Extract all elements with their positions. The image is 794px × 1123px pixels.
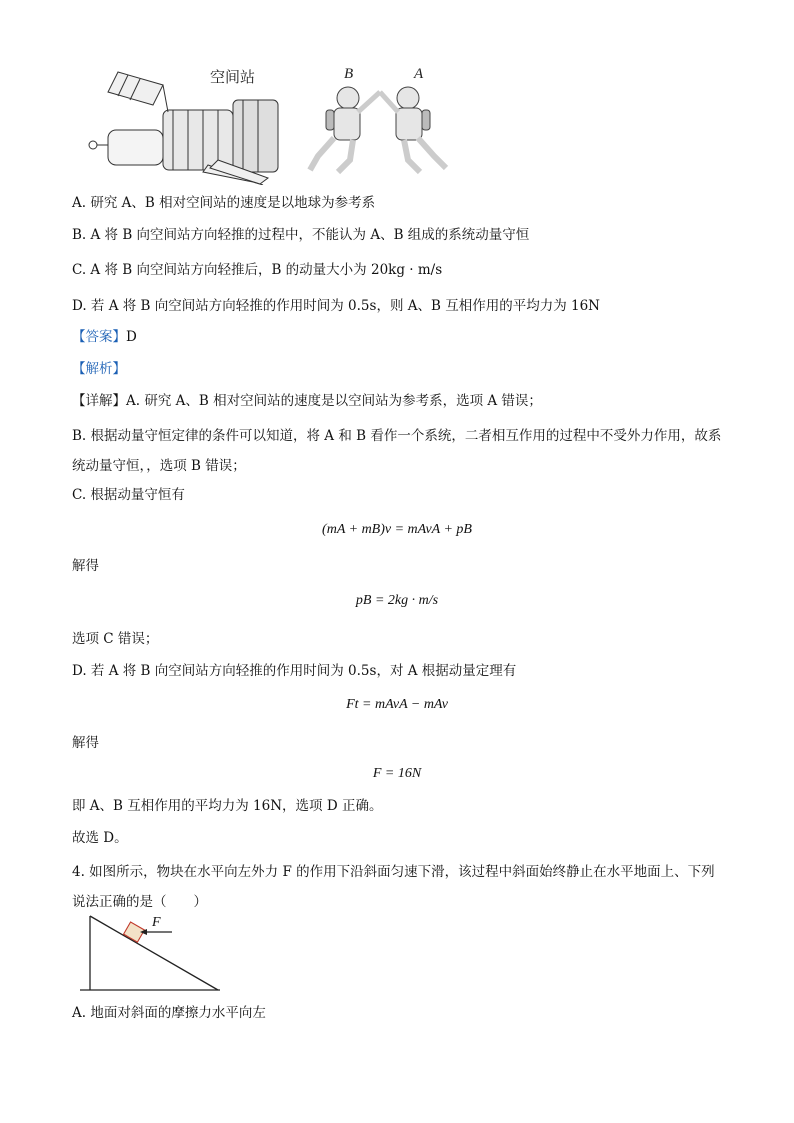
answer-value: D <box>126 329 137 345</box>
option-c: C. A 将 B 向空间站方向轻推后，B 的动量大小为 20kg · m/s <box>72 262 443 278</box>
option-b: B. A 将 B 向空间站方向轻推的过程中，不能认为 A、B 组成的系统动量守恒 <box>72 227 530 243</box>
equation-pb: pB = 2kg · m/s <box>355 593 439 608</box>
detail-c: C. 根据动量守恒有 <box>72 487 185 503</box>
option-d: D. 若 A 将 B 向空间站方向轻推的作用时间为 0.5s，则 A、B 互相作用的平均力为 16N <box>72 298 600 314</box>
force-label: F <box>152 915 161 930</box>
astronaut-a-drawing <box>380 87 446 172</box>
answer-line <box>72 327 137 347</box>
answer-tag: 【答案】 <box>72 329 126 345</box>
question-4-stem: 4. 如图所示，物块在水平向左外力 F 的作用下沿斜面匀速下滑，该过程中斜面始终静止在水平地面上、下列说法正确的是（ ） <box>72 864 715 910</box>
astronaut-a-label: A <box>414 66 424 82</box>
solve-label-2: 解得 <box>72 735 99 751</box>
equation-impulse: Ft = mAvA − mAv <box>346 697 448 712</box>
equation-momentum: (mA + mB)v = mAvA + pB <box>322 522 472 537</box>
solve-label-1: 解得 <box>72 558 99 574</box>
incline-figure <box>80 910 240 995</box>
option-a: A. 研究 A、B 相对空间站的速度是以地球为参考系 <box>72 195 376 211</box>
detail-b: B. 根据动量守恒定律的条件可以知道，将 A 和 B 看作一个系统，二者相互作用的过程中不受外力作用，故系统动量守恒，，选项 B 错误； <box>72 428 722 474</box>
analysis-tag: 【解析】 <box>72 361 126 377</box>
c-wrong: 选项 C 错误； <box>72 631 159 647</box>
detail-a-text: A. 研究 A、B 相对空间站的速度是以空间站为参考系，选项 A 错误； <box>126 393 542 409</box>
space-station-figure <box>68 60 488 185</box>
d-conclusion: 即 A、B 互相作用的平均力为 16N，选项 D 正确。 <box>72 798 383 814</box>
equation-force: F = 16N <box>372 766 422 781</box>
detail-d: D. 若 A 将 B 向空间站方向轻推的作用时间为 0.5s，对 A 根据动量定理有 <box>72 663 517 679</box>
space-station-drawing <box>89 72 278 185</box>
detail-tag: 【详解】 <box>72 393 126 409</box>
detail-a <box>72 391 542 411</box>
choose-answer: 故选 D。 <box>72 830 128 846</box>
astronaut-b-drawing <box>310 87 380 172</box>
astronaut-b-label: B <box>344 66 354 82</box>
q4-option-a: A. 地面对斜面的摩擦力水平向左 <box>72 1005 266 1021</box>
station-label: 空间站 <box>210 70 256 86</box>
